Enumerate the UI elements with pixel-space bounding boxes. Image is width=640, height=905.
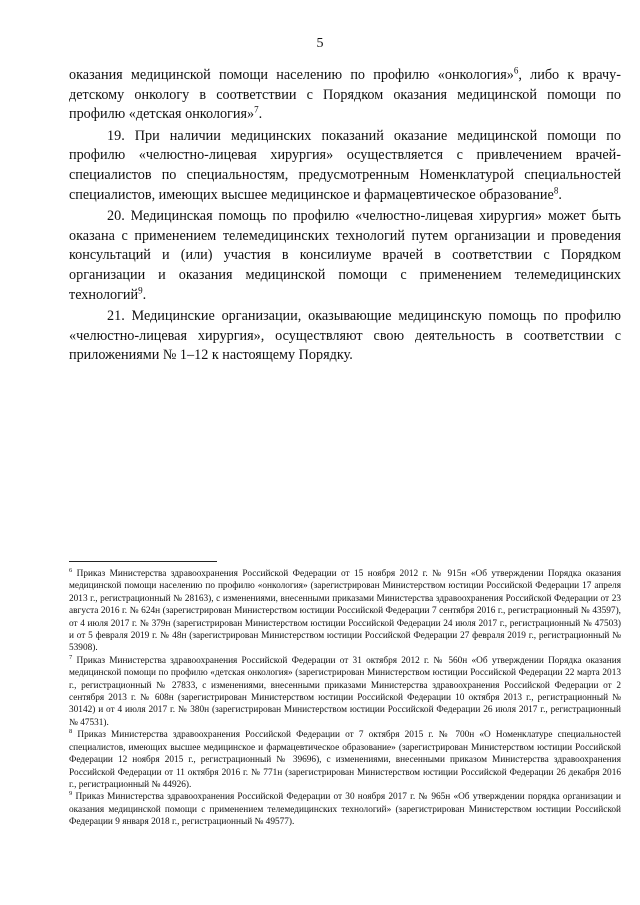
paragraph-text: . xyxy=(258,106,263,123)
footnote-6 xyxy=(69,568,621,655)
footnote-mark: 8 xyxy=(69,728,73,736)
footnote-mark: 9 xyxy=(69,790,73,798)
footnote-divider xyxy=(69,561,217,562)
page-number: 5 xyxy=(316,36,324,51)
footnote-ref: 8 xyxy=(553,184,559,195)
footnote-ref: 9 xyxy=(138,284,143,295)
paragraph-text: 20. Медицинская помощь по профилю «челюстно-лицевая хирургия» может быть оказана с применением телемедицинских технологий путем организации и проведения консультаций и (или) участия в консилиуме врачей в соответствии с Порядком организации и оказания медицинской помощи с применением телемедицинских технологий xyxy=(69,208,621,303)
paragraph-text: оказания медицинской помощи населению по профилю «онкология» xyxy=(69,67,514,83)
paragraph-21 xyxy=(69,307,621,366)
paragraph-text: . xyxy=(558,186,562,203)
paragraph-20 xyxy=(69,207,621,305)
paragraph-continuation xyxy=(69,66,621,125)
footnote-mark: 7 xyxy=(69,653,73,661)
paragraph-text: , либо к врачу-детскому онкологу в соответствии с Порядком оказания медицинской помощи по профилю «детская онкология» xyxy=(69,67,621,123)
footnote-mark: 6 xyxy=(69,566,73,574)
paragraph-text: 21. Медицинские организации, оказывающие медицинскую помощь по профилю «челюстно-лицевая хирургия», осуществляют свою деятельность в соответствии с приложениями № 1–12 к настоящему Порядку. xyxy=(69,308,621,364)
paragraph-text: . xyxy=(142,286,147,303)
footnote-text: Приказ Министерства здравоохранения Российской Федерации от 30 ноября 2017 г. № 965н «Об утверждении порядка организации и оказания медицинской помощи с применением телемедицинских технологий» (зарегистрирован Министерством юстиции Российской Федерации 9 января 2018 г., регистрационный № 49577). xyxy=(69,792,621,828)
footnote-8 xyxy=(69,729,621,791)
footnote-text: Приказ Министерства здравоохранения Российской Федерации от 15 ноября 2012 г. № 915н «Об утверждении Порядка оказания медицинской помощи населению по профилю «онкология» (зарегистрирован Министерством юстиции Российской Федерации 17 апреля 2013 г., регистрационный № 28163), с изменениями, внесенными приказами Министерства здравоохранения Российской Федерации от 23 августа 2016 г. № 624н (зарегистрирован Министерством юстиции Российской Федерации 7 сентября 2016 г., регистрационный № 43597), от 4 июля 2017 г. № 379н (зарегистрирован Министерством юстиции Российской Федерации 24 июля 2017 г., регистрационный № 47503) и от 5 февраля 2019 г. № 48н (зарегистрирован Министерством юстиции Российской Федерации 27 февраля 2019 г., регистрационный № 53908). xyxy=(69,569,621,654)
footnote-ref: 7 xyxy=(254,104,259,115)
paragraph-text: 19. При наличии медицинских показаний оказание медицинской помощи по профилю «челюстно-лицевая хирургия» осуществляется с привлечением врачей-специалистов по специальностям, предусмотренным Номенклатурой специальностей специалистов, имеющих высшее медицинское и фармацевтическое образование xyxy=(69,127,621,203)
footnote-7 xyxy=(69,655,621,729)
footnote-text: Приказ Министерства здравоохранения Российской Федерации от 31 октября 2012 г. № 560н «Об утверждении Порядка оказания медицинской помощи по профилю «детская онкология» (зарегистрирован Министерством юстиции Российской Федерации 22 марта 2013 г., регистрационный № 27833, с изменениями, внесенными приказами Министерства здравоохранения Российской Федерации от 2 сентября 2013 г. № 608н (зарегистрирован Министерством юстиции Российской Федерации 10 октября 2013 г., регистрационный № 30142) и от 4 июля 2017 г. № 380н (зарегистрирован Министерством юстиции Российской Федерации 26 июля 2017 г., регистрационный № 47531). xyxy=(69,655,621,728)
footnote-text: Приказ Министерства здравоохранения Российской Федерации от 7 октября 2015 г. № 700н «О Номенклатуре специальностей специалистов, имеющих высшее медицинское и фармацевтическое образование» (зарегистрирован Министерством юстиции Российской Федерации 12 ноября 2015 г., регистрационный № 39696), с изменениями, внесенными приказом Министерства здравоохранения Российской Федерации от 11 октября 2016 г. № 771н (зарегистрирован Министерством юстиции Российской Федерации 26 декабря 2016 г., регистрационный № 44926). xyxy=(69,730,621,790)
footnotes xyxy=(69,568,621,829)
paragraph-19 xyxy=(69,127,621,205)
footnote-ref: 6 xyxy=(513,65,519,76)
main-text xyxy=(69,66,621,368)
footnote-9 xyxy=(69,791,621,828)
